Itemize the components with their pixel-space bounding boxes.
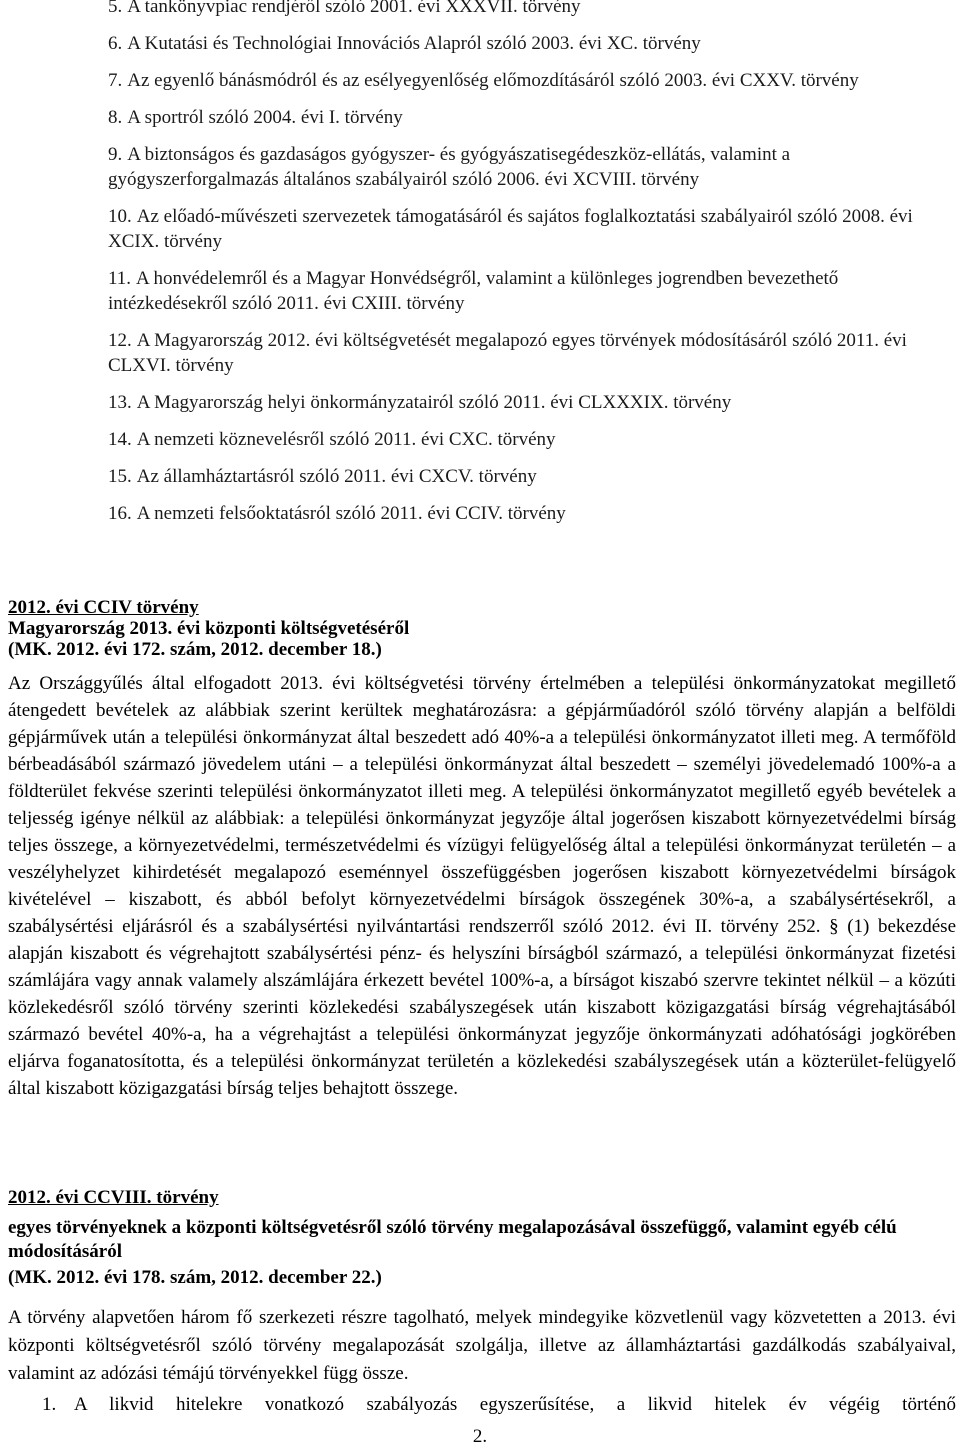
- list-item: 12. A Magyarország 2012. évi költségvetését megalapozó egyes törvények módosításáról szóló 2011. évi CLXVI. törvény: [108, 330, 907, 376]
- law-subtitle: egyes törvényeknek a központi költségvetésről szóló törvény megalapozásával összefüggő, valamint egyéb célú módosításáról: [8, 1217, 897, 1262]
- list-item: 9. A biztonságos és gazdaságos gyógyszer- és gyógyászatisegédeszköz-ellátás, valamint a gyógyszerforgalmazás általános szabályairól szóló 2006. évi XCVIII. törvény: [108, 144, 791, 190]
- list-item: 7. Az egyenlő bánásmódról és az esélyegyenlőség előmozdításáról szóló 2003. évi CXXV. törvény: [108, 70, 859, 91]
- law-list: [108, 0, 956, 526]
- section-body: A törvény alapvetően három fő szerkezeti részre tagolható, melyek mindegyike közvetlenül vagy közvetetten a 2013. évi központi költségvetésről szóló törvény megalapozását szolgálja, illetve az államháztartási gazdálkodás szabályaival, valamint az adózási témájú törvényekkel függ össze.: [8, 1307, 956, 1384]
- paragraph-number: 1.: [42, 1394, 57, 1415]
- list-item: 14. A nemzeti köznevelésről szóló 2011. évi CXC. törvény: [108, 429, 556, 450]
- section-body: Az Országgyűlés által elfogadott 2013. évi költségvetési törvény értelmében a települési önkormányzatokat megillető átengedett bevételek az alábbiak szerint kerültek meghatározásra: a gépjárműadóról szóló törvény alapján a belföldi gépjárművek után a települési önkormányzat által beszedett adó 40%-a a települési önkormányzatot illeti meg. A termőföld bérbeadásából származó jövedelem utáni – a települési önkormányzat által beszedett – személyi jövedelemadó 100%-a a földterület fekvése szerinti települési önkormányzatot illeti meg. A települési önkormányzatot megillető egyéb bevételek a teljesség igénye nélkül az alábbiak: a települési önkormányzat jegyzője által jogerősen kiszabott környezetvédelmi bírság teljes összege, a környezetvédelmi, természetvédelmi és vízügyi felügyelőség által a települési önkormányzat területén – a veszélyhelyzet kihirdetését megalapozó eseménnyel összefüggésben jogerősen kiszabott környezetvédelmi bírságok kivételével – kiszabott, és abból befolyt környezetvédelmi bírságok összegének 30%-a, a szabálysértésekről, a szabálysértési eljárásról és a szabálysértési nyilvántartási rendszerről szóló 2012. évi II. törvény 252. § (1) bekezdése alapján kiszabott és végrehajtott szabálysértési pénz- és helyszíni bírságból származó, a települési önkormányzat fizetési számlájára vagy annak valamely alszámlájára érkezett bevétel 100%-a, a bírságot kiszabó szervre tekintet nélkül – a közúti közlekedésről szóló törvény szerinti közlekedési szabályszegések után kiszabott közigazgatási bírság végrehajtásából származó bevétel 40%-a, ha a végrehajtást a települési önkormányzat jegyzője önkormányzati adóhatósági jogkörében eljárva foganatosította, és a települési önkormányzat területén a közlekedési szabályszegések után a közterület-felügyelő által kiszabott közigazgatási bírság teljes behajtott összege.: [8, 673, 956, 1099]
- law-subtitle: Magyarország 2013. évi központi költségvetéséről: [8, 618, 410, 639]
- list-item: 5. A tankönyvpiac rendjéről szóló 2001. évi XXXVII. törvény: [108, 0, 581, 17]
- law-section-ccIV: [8, 597, 956, 1102]
- list-item: 8. A sportról szóló 2004. évi I. törvény: [108, 107, 403, 128]
- list-item: 15. Az államháztartásról szóló 2011. évi CXCV. törvény: [108, 466, 537, 487]
- law-title: 2012. évi CCIV törvény: [8, 597, 199, 618]
- list-item: 10. Az előadó-művészeti szervezetek támogatásáról és sajátos foglalkoztatási szabályairól szóló 2008. évi XCIX. törvény: [108, 206, 913, 252]
- gazette-reference: (MK. 2012. évi 178. szám, 2012. december 22.): [8, 1267, 382, 1288]
- list-item: 13. A Magyarország helyi önkormányzatairól szóló 2011. évi CLXXXIX. törvény: [108, 392, 732, 413]
- list-item: 6. A Kutatási és Technológiai Innovációs Alapról szóló 2003. évi XC. törvény: [108, 33, 701, 54]
- gazette-reference: (MK. 2012. évi 172. szám, 2012. december 18.): [8, 639, 382, 660]
- list-item: 16. A nemzeti felsőoktatásról szóló 2011. évi CCIV. törvény: [108, 503, 566, 524]
- list-item: 11. A honvédelemről és a Magyar Honvédségről, valamint a különleges jogrendben bevezethető intézkedésekről szóló 2011. évi CXIII. törvény: [108, 268, 839, 314]
- law-title: 2012. évi CCVIII. törvény: [8, 1187, 219, 1208]
- law-section-ccVIII: [8, 1187, 956, 1388]
- numbered-paragraph: [8, 1391, 956, 1418]
- page-number: 2.: [472, 1426, 488, 1447]
- paragraph-text: A likvid hitelekre vonatkozó szabályozás egyszerűsítése, a likvid hitelek év végéig történő: [74, 1394, 956, 1415]
